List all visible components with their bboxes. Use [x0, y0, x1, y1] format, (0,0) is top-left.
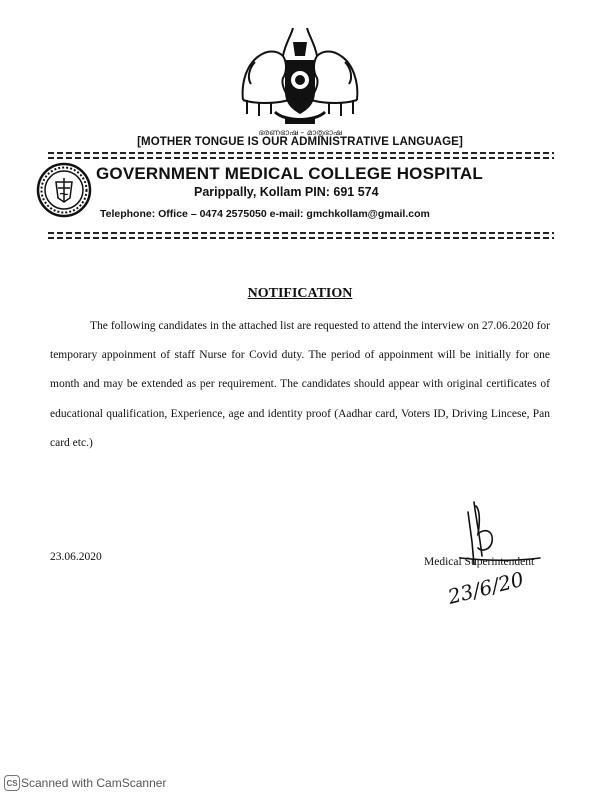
- camscanner-logo-icon: CS: [4, 775, 20, 791]
- notification-body: The following candidates in the attached list are requested to attend the interview on 27.06.2020 for temporary appoinment of staff Nurse for Covid duty. The period of appoinment will be initially for one month and may be extended as per requirement. The candidates should appear with original certificates of educational qualification, Experience, age and identity proof (Aadhar card, Voters ID, Driving Lincese, Pan card etc.): [50, 320, 550, 449]
- college-seal-icon: [36, 162, 92, 218]
- signature-date: 23/6/20: [445, 566, 527, 609]
- hospital-contact: Telephone: Office – 0474 2575050 e-mail: gmchkollam@gmail.com: [100, 208, 430, 220]
- hospital-address: Parippally, Kollam PIN: 691 574: [194, 185, 379, 199]
- scanner-watermark: [4, 775, 166, 791]
- hospital-name: GOVERNMENT MEDICAL COLLEGE HOSPITAL: [96, 164, 483, 183]
- header-divider-top: [48, 152, 554, 159]
- issue-date: 23.06.2020: [50, 551, 102, 563]
- signatory-designation: Medical Superintendent: [424, 556, 535, 568]
- header-divider-bottom: [48, 232, 554, 239]
- notification-title: NOTIFICATION: [247, 286, 353, 301]
- scanner-label: Scanned with CamScanner: [21, 776, 167, 790]
- kerala-state-emblem-icon: [235, 22, 365, 130]
- malayalam-motto: ഭരണഭാഷ – മാതൃഭാഷ: [258, 128, 342, 137]
- language-motto: [MOTHER TONGUE IS OUR ADMINISTRATIVE LANGUAGE]: [137, 136, 463, 148]
